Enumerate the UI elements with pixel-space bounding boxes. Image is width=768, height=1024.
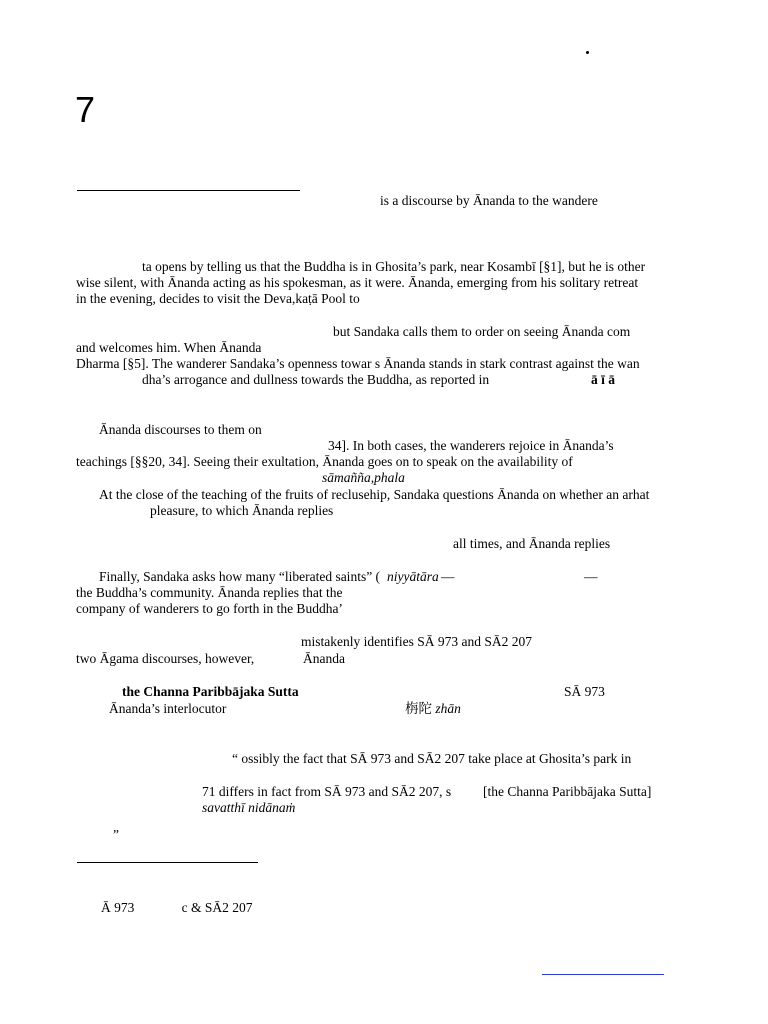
text-line-italic: niyyātāra xyxy=(387,569,439,584)
pinyin-text: zhān xyxy=(435,701,461,716)
text-line: Ānanda discourses to them on xyxy=(99,422,262,437)
cjk-text: 栴陀 xyxy=(405,701,436,716)
text-line: ta opens by telling us that the Buddha is in Ghosita’s park, near Kosambī [§1], but he is other xyxy=(142,259,646,274)
text-line: but Sandaka calls them to order on seeing Ānanda com xyxy=(333,324,631,339)
text-line-bold: ā ī ā xyxy=(591,372,616,387)
text-line: Ānanda xyxy=(303,651,345,666)
text-line: dha’s arrogance and dullness towards the Buddha, as reported in xyxy=(142,372,490,387)
text-line-cjk xyxy=(405,701,461,717)
text-line: At the close of the teaching of the fruits of reclusehip, Sandaka questions Ānanda on whether an arhat xyxy=(99,487,650,502)
text-line: SĀ 973 xyxy=(564,684,605,699)
text-line: all times, and Ānanda replies xyxy=(453,536,611,551)
text-line: is a discourse by Ānanda to the wandere xyxy=(380,193,598,208)
text-line: pleasure, to which Ānanda replies xyxy=(150,503,334,518)
text-line: [the Channa Paribbājaka Sutta] xyxy=(483,784,652,799)
text-line-bold: the Channa Paribbājaka Sutta xyxy=(122,684,299,699)
hyperlink-underline[interactable] xyxy=(542,974,664,975)
text-line: in the evening, decides to visit the Deva,kaṭā Pool to xyxy=(76,291,360,306)
text-line-italic: savatthī nidānaṁ xyxy=(202,800,296,815)
footnote-text: Ā 973 c & SĀ2 207 xyxy=(101,900,253,915)
footnote-rule xyxy=(77,862,258,863)
text-line: company of wanderers to go forth in the Buddha’ xyxy=(76,601,343,616)
text-line: mistakenly identifies SĀ 973 and SĀ2 207 xyxy=(301,634,532,649)
text-line: Ānanda’s interlocutor xyxy=(109,701,227,716)
text-line: 34]. In both cases, the wanderers rejoice in Ānanda’s xyxy=(328,438,614,453)
text-line: “ ossibly the fact that SĀ 973 and SĀ2 207 take place at Ghosita’s park in xyxy=(232,751,632,766)
text-line: the Buddha’s community. Ānanda replies that the xyxy=(76,585,343,600)
page-dot xyxy=(586,51,589,54)
text-line: — xyxy=(584,569,598,584)
text-line: — xyxy=(441,569,455,584)
text-line: 71 differs in fact from SĀ 973 and SĀ2 207, s xyxy=(202,784,452,799)
header-rule xyxy=(77,190,300,191)
text-line: Finally, Sandaka asks how many “liberated saints” ( xyxy=(99,569,381,584)
text-line: Dharma [§5]. The wanderer Sandaka’s openness towar s Ānanda stands in stark contrast against the wan xyxy=(76,356,640,371)
text-line: two Āgama discourses, however, xyxy=(76,651,255,666)
text-line: ” xyxy=(113,827,119,842)
text-line: teachings [§§20, 34]. Seeing their exultation, Ānanda goes on to speak on the availability of xyxy=(76,454,573,469)
chapter-number: 7 xyxy=(75,89,96,130)
text-line-italic: sāmañña,phala xyxy=(322,470,405,485)
text-line: and welcomes him. When Ānanda xyxy=(76,340,262,355)
text-line: wise silent, with Ānanda acting as his spokesman, as it were. Ānanda, emerging from his solitary retreat xyxy=(76,275,639,290)
